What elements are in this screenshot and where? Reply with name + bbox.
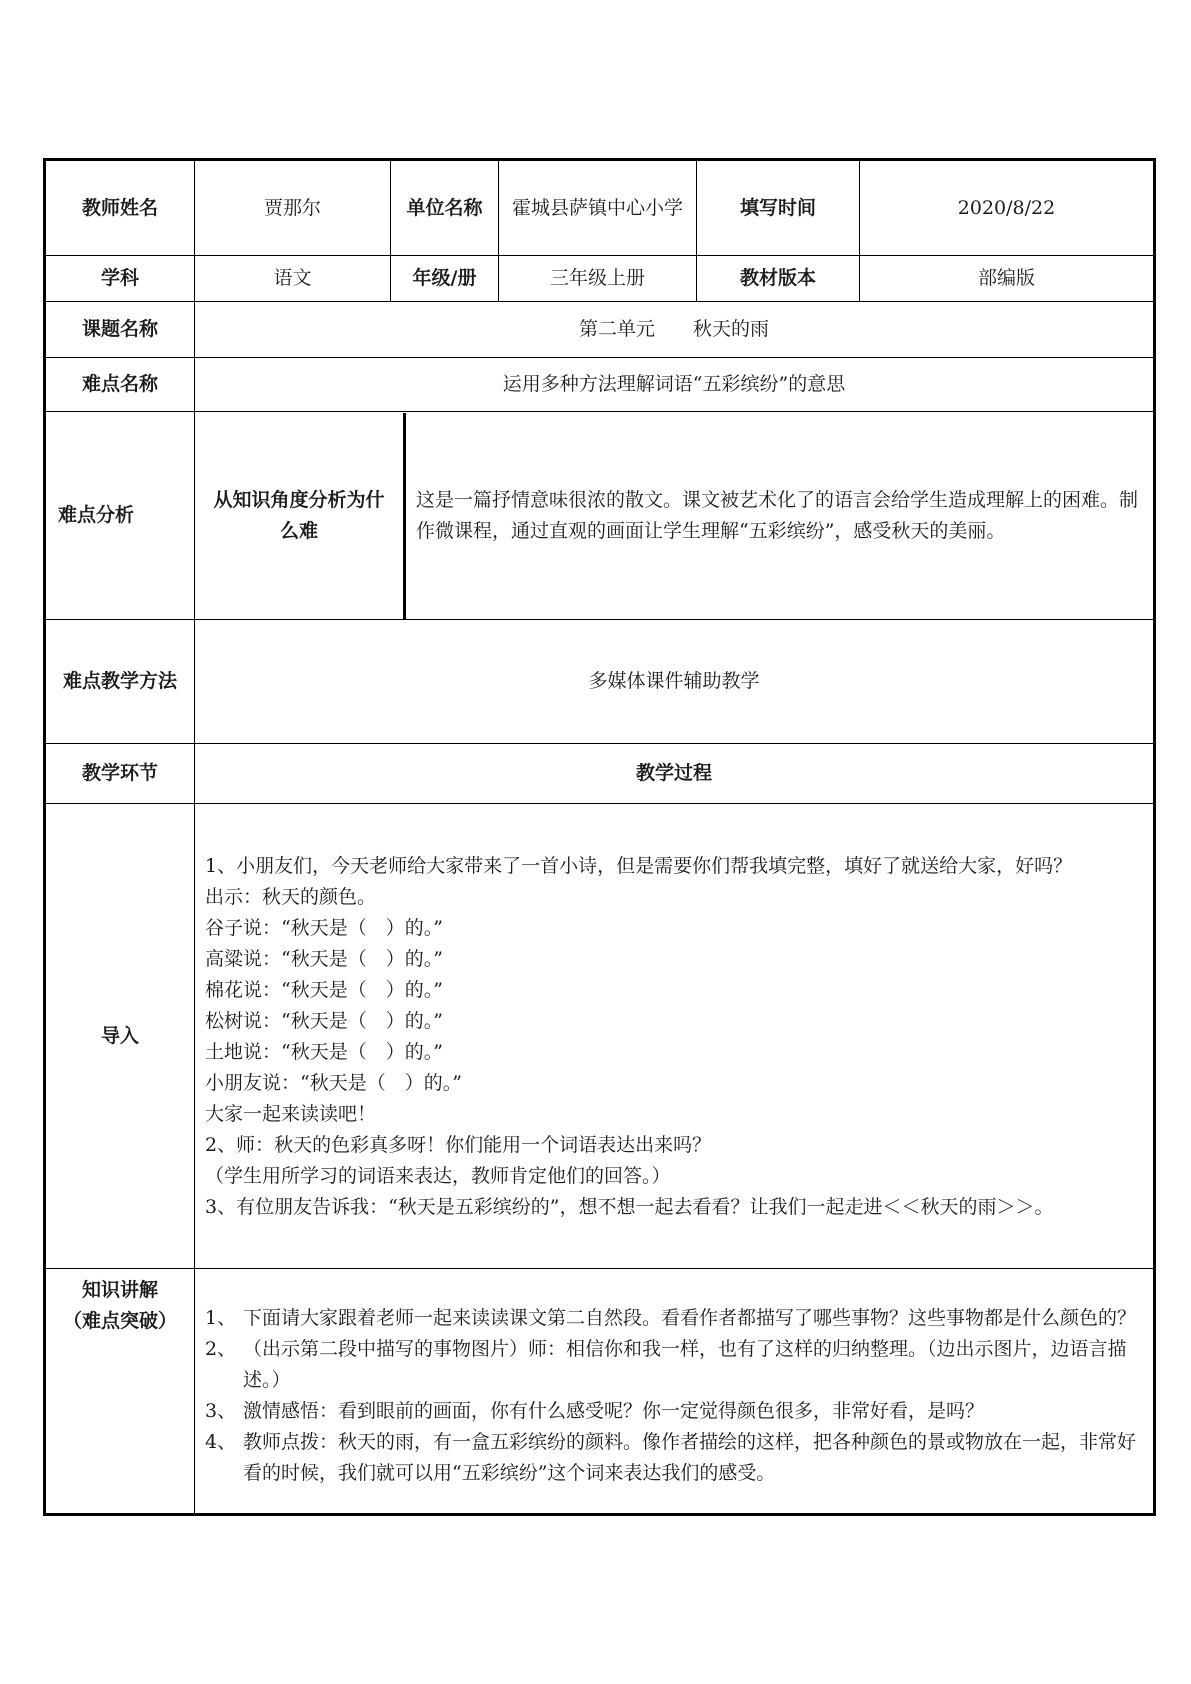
row-intro [45, 804, 1155, 1269]
lesson-plan-table [43, 158, 1156, 1516]
teacher-label: 教师姓名 [45, 160, 195, 256]
analysis-sub-label: 从知识角度分析为什么难 [213, 488, 385, 542]
row-method [45, 620, 1155, 744]
intro-line: 谷子说：“秋天是（ ）的。” [205, 917, 443, 939]
date-value: 2020/8/22 [860, 160, 1155, 256]
process-label: 教学过程 [195, 744, 1155, 804]
intro-content [195, 804, 1155, 1269]
step-text: （出示第二段中描写的事物图片）师：相信你和我一样，也有了这样的归纳整理。（边出示图片，边语言描述。） [243, 1338, 1127, 1391]
intro-line: 小朋友说：“秋天是（ ）的。” [205, 1072, 462, 1094]
edition-label: 教材版本 [697, 256, 860, 302]
subject-value: 语文 [195, 256, 391, 302]
knowledge-label-cell [45, 1269, 195, 1515]
analysis-label: 难点分析 [45, 412, 195, 620]
unit-label: 单位名称 [391, 160, 499, 256]
row-subject [45, 256, 1155, 302]
row-topic [45, 302, 1155, 358]
difficulty-value: 运用多种方法理解词语“五彩缤纷”的意思 [195, 358, 1155, 412]
intro-line: 大家一起来读读吧！ [205, 1103, 377, 1125]
step-text: 下面请大家跟着老师一起来读读课文第二自然段。看看作者都描写了哪些事物？这些事物都是什么颜色的？ [243, 1307, 1137, 1329]
topic-label: 课题名称 [45, 302, 195, 358]
row-analysis [45, 412, 1155, 620]
method-value: 多媒体课件辅助教学 [195, 620, 1155, 744]
row-section-header [45, 744, 1155, 804]
intro-line: 出示：秋天的颜色。 [205, 886, 377, 908]
teacher-value: 贾那尔 [195, 160, 391, 256]
intro-line: 1、小朋友们，今天老师给大家带来了一首小诗，但是需要你们帮我填完整，填好了就送给大家，好吗？ [205, 855, 1073, 877]
intro-line: （学生用所学习的词语来表达，教师肯定他们的回答。） [205, 1165, 671, 1187]
knowledge-steps [205, 1303, 1141, 1489]
intro-line: 棉花说：“秋天是（ ）的。” [205, 979, 443, 1001]
knowledge-step [205, 1334, 1141, 1396]
knowledge-content [195, 1269, 1155, 1515]
grade-label: 年级/册 [391, 256, 499, 302]
step-number: 2、 [205, 1338, 237, 1360]
intro-line: 松树说：“秋天是（ ）的。” [205, 1010, 443, 1032]
knowledge-step [205, 1303, 1141, 1334]
unit-value: 霍城县萨镇中心小学 [499, 160, 697, 256]
difficulty-label: 难点名称 [45, 358, 195, 412]
edition-value: 部编版 [860, 256, 1155, 302]
step-number: 4、 [205, 1431, 237, 1453]
knowledge-step [205, 1396, 1141, 1427]
method-label: 难点教学方法 [45, 620, 195, 744]
step-text: 教师点拨：秋天的雨，有一盒五彩缤纷的颜料。像作者描绘的这样，把各种颜色的景或物放在一起，非常好看的时候，我们就可以用“五彩缤纷”这个词来表达我们的感受。 [243, 1431, 1137, 1484]
intro-line: 3、有位朋友告诉我：“秋天是五彩缤纷的”，想不想一起去看看？让我们一起走进＜＜秋天的雨＞＞。 [205, 1196, 1054, 1218]
intro-line: 高粱说：“秋天是（ ）的。” [205, 948, 443, 970]
row-difficulty [45, 358, 1155, 412]
step-number: 3、 [205, 1400, 237, 1422]
intro-line: 土地说：“秋天是（ ）的。” [205, 1041, 443, 1063]
step-text: 激情感悟：看到眼前的画面，你有什么感受呢？你一定觉得颜色很多，非常好看，是吗？ [243, 1400, 985, 1422]
intro-line: 2、师：秋天的色彩真多呀！你们能用一个词语表达出来吗？ [205, 1134, 712, 1156]
grade-value: 三年级上册 [499, 256, 697, 302]
knowledge-sublabel: （难点突破） [62, 1310, 177, 1332]
lesson-plan-form [43, 158, 1153, 1516]
topic-value: 第二单元 秋天的雨 [195, 302, 1155, 358]
section-label: 教学环节 [45, 744, 195, 804]
analysis-value: 这是一篇抒情意味很浓的散文。课文被艺术化了的语言会给学生造成理解上的困难。制作微课程，通过直观的画面让学生理解“五彩缤纷”，感受秋天的美丽。 [405, 413, 1154, 619]
intro-label: 导入 [45, 804, 195, 1269]
row-teacher [45, 160, 1155, 256]
row-knowledge [45, 1269, 1155, 1515]
knowledge-step [205, 1427, 1141, 1489]
analysis-inner-table [195, 413, 1153, 619]
step-number: 1、 [205, 1307, 237, 1329]
analysis-cell [195, 412, 1155, 620]
subject-label: 学科 [45, 256, 195, 302]
date-label: 填写时间 [697, 160, 860, 256]
knowledge-label: 知识讲解 [81, 1279, 158, 1301]
